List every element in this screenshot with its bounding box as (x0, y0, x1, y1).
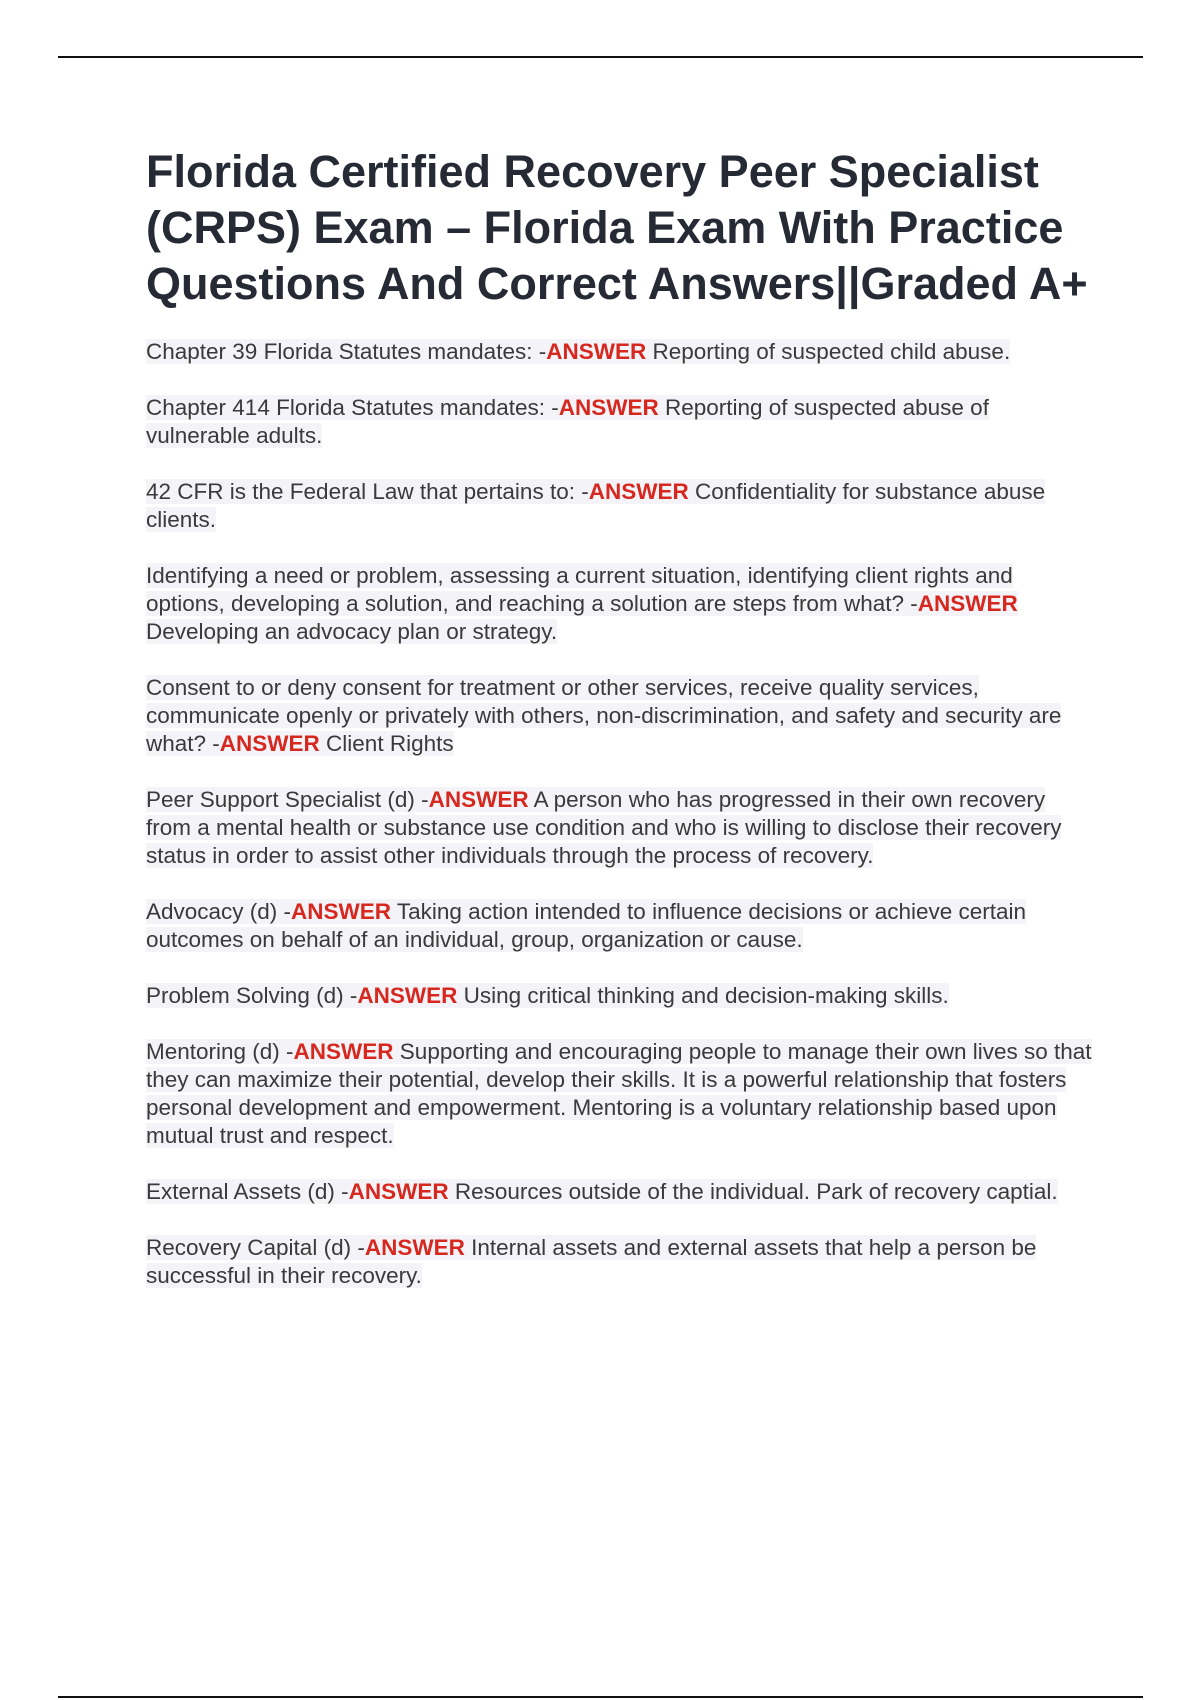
qa-item (146, 898, 1096, 954)
qa-list (146, 338, 1096, 1290)
question-text: Chapter 414 Florida Statutes mandates: - (146, 395, 559, 420)
answer-marker: ANSWER (546, 339, 647, 364)
question-text: Recovery Capital (d) - (146, 1235, 365, 1260)
question-text: Mentoring (d) - (146, 1039, 294, 1064)
question-text: Advocacy (d) - (146, 899, 292, 924)
answer-text: Developing an advocacy plan or strategy. (146, 619, 558, 644)
question-text: Consent to or deny consent for treatment or other services, receive quality services, communicate openly or privately with others, non-discrimination, and safety and security are what? - (146, 675, 1062, 756)
answer-marker: ANSWER (291, 899, 392, 924)
document-body (146, 144, 1096, 1318)
answer-marker: ANSWER (917, 591, 1018, 616)
question-text: External Assets (d) - (146, 1179, 349, 1204)
answer-marker: ANSWER (588, 479, 689, 504)
qa-item (146, 338, 1096, 366)
qa-item (146, 674, 1096, 758)
question-text: 42 CFR is the Federal Law that pertains to: - (146, 479, 589, 504)
answer-text: Taking action intended to influence decisions or achieve certain outcomes on behalf of an individual, group, organization or cause. (146, 899, 1027, 952)
answer-text: Reporting of suspected child abuse. (646, 339, 1011, 364)
qa-item (146, 786, 1096, 870)
answer-text: Supporting and encouraging people to manage their own lives so that they can maximize their potential, develop their skills. It is a powerful relationship that fosters personal development and empowerment. Mentoring is a voluntary relationship based upon mutual trust and respect. (146, 1039, 1092, 1148)
answer-text: Confidentiality for substance abuse clients. (146, 479, 1046, 532)
question-text: Problem Solving (d) - (146, 983, 358, 1008)
answer-text: Reporting of suspected abuse of vulnerable adults. (146, 395, 989, 448)
question-text: Chapter 39 Florida Statutes mandates: - (146, 339, 547, 364)
answer-marker: ANSWER (293, 1039, 394, 1064)
answer-text: A person who has progressed in their own recovery from a mental health or substance use condition and who is willing to disclose their recovery status in order to assist other individuals through the process of recovery. (146, 787, 1062, 868)
answer-text: Resources outside of the individual. Park of recovery captial. (448, 1179, 1058, 1204)
qa-item (146, 478, 1096, 534)
answer-marker: ANSWER (348, 1179, 449, 1204)
question-text: Identifying a need or problem, assessing a current situation, identifying client rights and options, developing a solution, and reaching a solution are steps from what? - (146, 563, 1013, 616)
top-divider (58, 56, 1143, 58)
qa-item (146, 394, 1096, 450)
document-title: Florida Certified Recovery Peer Specialist (CRPS) Exam – Florida Exam With Practice Questions And Correct Answers||Graded A+ (146, 146, 1088, 309)
answer-text: Using critical thinking and decision-making skills. (457, 983, 949, 1008)
qa-item (146, 1234, 1096, 1290)
qa-item (146, 1038, 1096, 1150)
answer-marker: ANSWER (357, 983, 458, 1008)
bottom-divider (58, 1696, 1143, 1698)
answer-marker: ANSWER (558, 395, 659, 420)
answer-marker: ANSWER (219, 731, 320, 756)
question-text: Peer Support Specialist (d) - (146, 787, 429, 812)
answer-text: Client Rights (319, 731, 454, 756)
answer-text: Internal assets and external assets that help a person be successful in their recovery. (146, 1235, 1037, 1288)
answer-marker: ANSWER (364, 1235, 465, 1260)
qa-item (146, 1178, 1096, 1206)
qa-item (146, 562, 1096, 646)
qa-item (146, 982, 1096, 1010)
answer-marker: ANSWER (428, 787, 529, 812)
